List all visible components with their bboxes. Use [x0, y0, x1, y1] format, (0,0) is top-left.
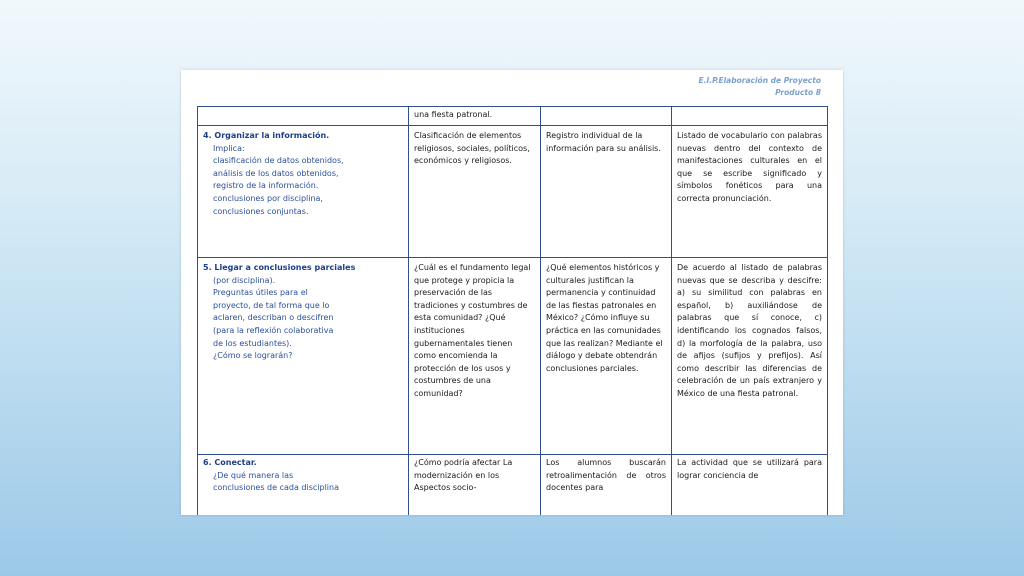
step-title: 5. Llegar a conclusiones parciales: [203, 263, 356, 272]
table-row: [198, 126, 828, 258]
document-header: [698, 75, 821, 99]
cell-top-col2: una fiesta patronal.: [409, 107, 541, 126]
cell-conclusiones-col2: ¿Cuál es el fundamento legal que protege y propicia la preservación de las tradiciones y costumbres de esta comunidad? ¿Qué instituciones gubernamentales tienen como encomienda la protección de los usos y costumbres de una comunidad?: [409, 258, 541, 455]
cell-step-organizar: [198, 126, 409, 258]
cell-empty: [672, 107, 828, 126]
step-line: Implica:: [213, 143, 245, 153]
step-title: 4. Organizar la información.: [203, 131, 330, 140]
step-line: aclaren, describan o descifren: [213, 313, 334, 323]
step-title: 6. Conectar.: [203, 458, 257, 467]
cell-conclusiones-col3: ¿Qué elementos históricos y culturales justifican la permanencia y continuidad de las fiestas patronales en México? ¿Cómo influye su práctica en las comunidades que las realizan? Mediante el diálogo y debate obtendrán conclusiones parciales.: [541, 258, 672, 455]
cell-conclusiones-col4: De acuerdo al listado de palabras nuevas que se describa y descifre: a) su similitud con palabras en español, b) auxiliándose de palabras que sí conoce, c) identificando los cognados falsos, d) la morfología de la palabra, uso de afijos (sufijos y prefijos). Así como describir las diferencias de celebración de un país extranjero y México de una fiesta patronal.: [672, 258, 828, 455]
step-line: registro de la información.: [213, 181, 319, 191]
step-line: conclusiones conjuntas.: [213, 206, 309, 216]
cell-organizar-col2: Clasificación de elementos religiosos, sociales, políticos, económicos y religiosos.: [409, 126, 541, 258]
step-line: Preguntas útiles para el: [213, 288, 308, 298]
step-line: (para la reflexión colaborativa: [213, 325, 334, 335]
cell-empty: [541, 107, 672, 126]
cell-conectar-col3: Los alumnos buscarán retroalimentación de otros docentes para: [541, 455, 672, 516]
project-table: [197, 106, 828, 515]
table-row: [198, 455, 828, 516]
step-line: proyecto, de tal forma que lo: [213, 300, 330, 310]
step-line: conclusiones por disciplina,: [213, 193, 323, 203]
cell-step-conectar: [198, 455, 409, 516]
table-row: [198, 107, 828, 126]
table-row: [198, 258, 828, 455]
cell-step-conclusiones: [198, 258, 409, 455]
step-line: análisis de los datos obtenidos,: [213, 168, 339, 178]
step-line: ¿Cómo se lograrán?: [213, 351, 293, 361]
step-line: conclusiones de cada disciplina: [213, 483, 339, 493]
document-page: [181, 70, 843, 515]
header-product-label: Producto 8: [775, 88, 821, 97]
step-line: clasificación de datos obtenidos,: [213, 156, 344, 166]
step-line: de los estudiantes).: [213, 338, 292, 348]
cell-conectar-col2: ¿Cómo podría afectar La modernización en los Aspectos socio-: [409, 455, 541, 516]
cell-empty: [198, 107, 409, 126]
step-line: ¿De qué manera las: [213, 470, 294, 480]
cell-conectar-col4: La actividad que se utilizará para lograr conciencia de: [672, 455, 828, 516]
step-line: (por disciplina).: [213, 275, 276, 285]
cell-organizar-col4: Listado de vocabulario con palabras nuevas dentro del contexto de manifestaciones culturales en el que se escribe significado y símbolos fonéticos para una correcta pronunciación.: [672, 126, 828, 258]
cell-organizar-col3: Registro individual de la información para su análisis.: [541, 126, 672, 258]
header-project-title: E.I.P.Elaboración de Proyecto: [698, 76, 821, 85]
